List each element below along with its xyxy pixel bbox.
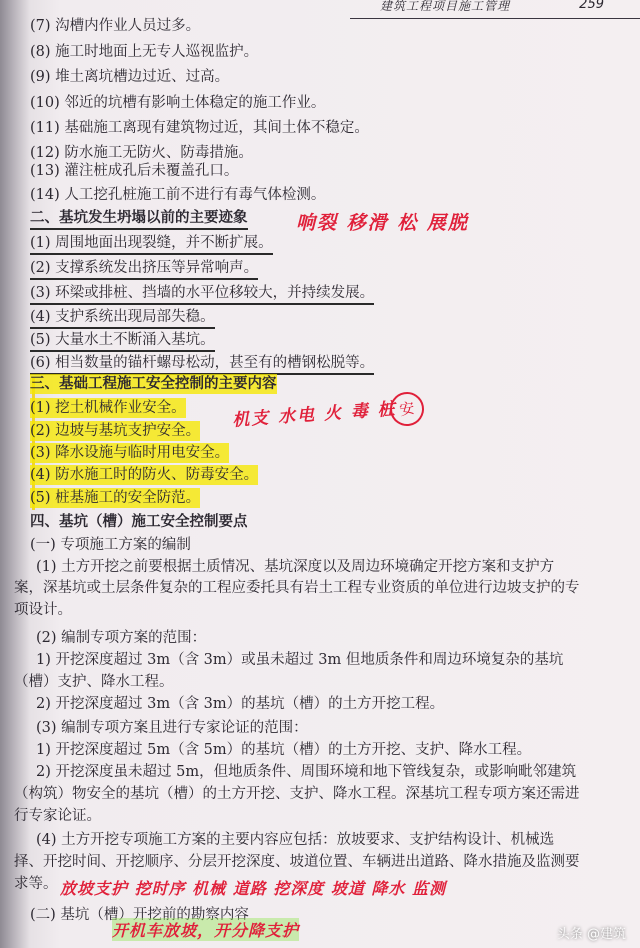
list-item: (14) 人工挖孔桩施工前不进行有毒气体检测。 bbox=[30, 187, 326, 203]
list-item: (1) 挖土机械作业安全。 bbox=[30, 400, 186, 416]
paragraph-line: (2) 编制专项方案的范围： bbox=[36, 630, 207, 646]
list-item: (6) 相当数量的锚杆螺母松动，甚至有的槽钢松脱等。 bbox=[30, 353, 374, 375]
paragraph-line: (3) 编制专项方案且进行专家论证的范围： bbox=[36, 720, 308, 736]
list-item: (9) 堆土离坑槽边过近、过高。 bbox=[30, 69, 230, 85]
list-item: (5) 桩基施工的安全防范。 bbox=[30, 490, 201, 506]
page-number: 259 bbox=[579, 0, 604, 12]
section-heading: 二、基坑发生坍塌以前的主要迹象 bbox=[30, 208, 248, 230]
paragraph-line: （构筑）物安全的基坑（槽）的土方开挖、支护、降水工程。深基坑工程专项方案还需进 bbox=[14, 786, 580, 802]
header-title: 建筑工程项目施工管理 bbox=[380, 0, 511, 13]
paragraph-line: 行专家论证。 bbox=[14, 808, 101, 824]
list-item: (7) 沟槽内作业人员过多。 bbox=[30, 18, 201, 34]
circled-mark: 安 bbox=[387, 389, 426, 428]
handwritten-note: 机支 水电 火 毒 桩 bbox=[231, 399, 398, 431]
list-item: (12) 防水施工无防火、防毒措施。 bbox=[30, 145, 253, 161]
list-item: (13) 灌注桩成孔后未覆盖孔口。 bbox=[30, 163, 239, 179]
paragraph-line: 择、开挖时间、开挖顺序、分层开挖深度、坡道位置、车辆进出道路、降水措施及监测要 bbox=[14, 854, 580, 870]
section-heading: 三、基础工程施工安全控制的主要内容 bbox=[30, 376, 277, 392]
list-item: (1) 周围地面出现裂缝，并不断扩展。 bbox=[30, 233, 273, 255]
list-item: (4) 防水施工时的防火、防毒安全。 bbox=[30, 467, 259, 483]
watermark: 头条 @建筑 bbox=[556, 927, 626, 942]
list-item: (5) 大量水土不断涌入基坑。 bbox=[30, 330, 215, 352]
list-item: (2) 边坡与基坑支护安全。 bbox=[30, 423, 201, 439]
paragraph-line: （槽）支护、降水工程。 bbox=[14, 674, 174, 690]
paragraph-line: 求等。 bbox=[14, 876, 58, 892]
list-item: (4) 支护系统出现局部失稳。 bbox=[30, 307, 215, 329]
paragraph-line: 2) 开挖深度超过 3m（含 3m）的基坑（槽）的土方开挖工程。 bbox=[36, 696, 445, 712]
paragraph-line: 1) 开挖深度超过 3m（含 3m）或虽未超过 3m 但地质条件和周边环境复杂的基坑 bbox=[36, 652, 564, 668]
list-item: (2) 支撑系统发出挤压等异常响声。 bbox=[30, 258, 258, 280]
section-heading: 四、基坑（槽）施工安全控制要点 bbox=[30, 514, 248, 530]
paragraph-line: (4) 土方开挖专项施工方案的主要内容应包括：放坡要求、支护结构设计、机械选 bbox=[36, 832, 555, 848]
subsection-heading: (一) 专项施工方案的编制 bbox=[30, 537, 191, 553]
list-item: (3) 环梁或排桩、挡墙的水平位移较大，并持续发展。 bbox=[30, 283, 374, 305]
subsection-heading: (二) 基坑（槽）开挖前的勘察内容 bbox=[30, 907, 249, 923]
handwritten-note: 开机车放坡，开分降支护 bbox=[112, 918, 299, 941]
list-item: (3) 降水设施与临时用电安全。 bbox=[30, 445, 230, 461]
list-item: (11) 基础施工离现有建筑物过近，其间土体不稳定。 bbox=[30, 120, 369, 136]
running-header bbox=[350, 0, 640, 19]
handwritten-note: 响裂 移滑 松 展脱 bbox=[296, 212, 469, 234]
paragraph-line: 1) 开挖深度超过 5m（含 5m）的基坑（槽）的土方开挖、支护、降水工程。 bbox=[36, 742, 532, 758]
list-item: (8) 施工时地面上无专人巡视监护。 bbox=[30, 44, 259, 60]
paragraph-line: (1) 土方开挖之前要根据土质情况、基坑深度以及周边环境确定开挖方案和支护方 bbox=[36, 559, 555, 575]
paragraph-line: 项设计。 bbox=[14, 602, 72, 618]
paragraph-line: 案，深基坑或土层条件复杂的工程应委托具有岩土工程专业资质的单位进行边坡支护的专 bbox=[14, 580, 580, 596]
paragraph-line: 2) 开挖深度虽未超过 5m，但地质条件、周围环境和地下管线复杂，或影响毗邻建筑 bbox=[36, 764, 577, 780]
handwritten-note: 放坡支护 挖时序 机械 道路 挖深度 坡道 降水 监测 bbox=[60, 879, 446, 898]
list-item: (10) 邻近的坑槽有影响土体稳定的施工作业。 bbox=[30, 95, 326, 111]
